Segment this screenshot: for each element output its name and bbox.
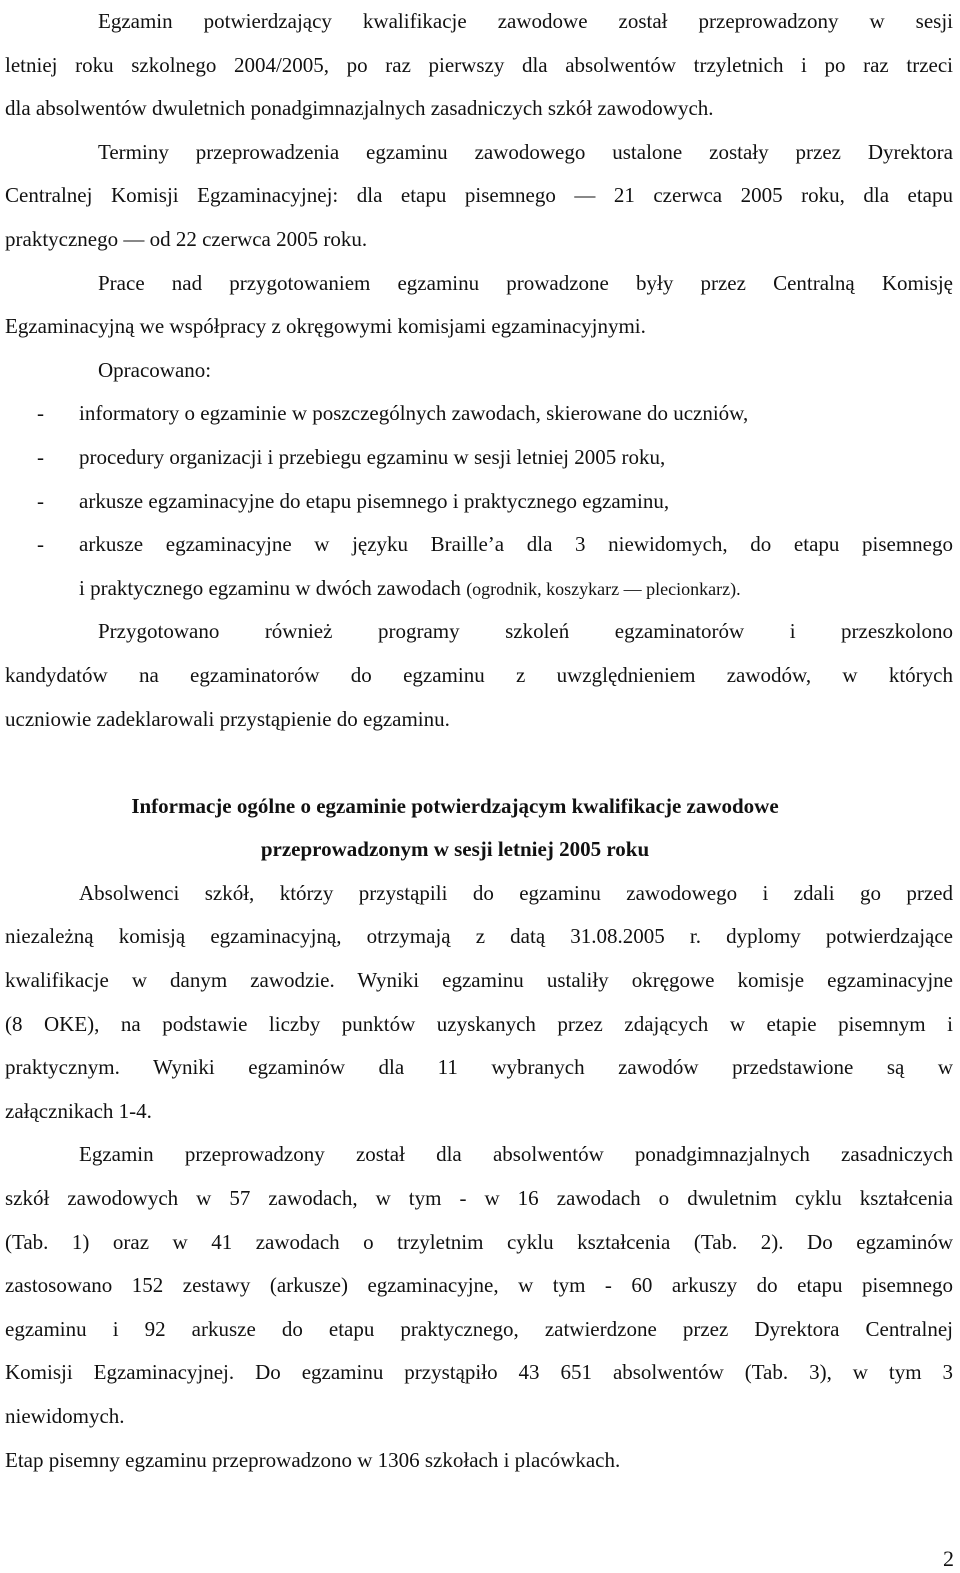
document-page bbox=[5, 0, 953, 1482]
list-item bbox=[5, 436, 953, 480]
paragraph-line: (8 OKE), na podstawie liczby punktów uzyskanych przez zdających w etapie pisemnym i bbox=[5, 1011, 953, 1036]
paragraph-line: praktycznym. Wyniki egzaminów dla 11 wybranych zawodów przedstawione są w bbox=[5, 1055, 953, 1080]
list-item-continuation bbox=[5, 567, 953, 611]
paragraph-line: Egzamin potwierdzający kwalifikacje zawodowe został przeprowadzony w sesji bbox=[98, 9, 953, 33]
paragraph-line: kandydatów na egzaminatorów do egzaminu z uwzględnieniem zawodów, w których bbox=[5, 662, 953, 687]
paragraph-line: Komisji Egzaminacyjnej. Do egzaminu przystąpiło 43 651 absolwentów (Tab. 3), w tym 3 bbox=[5, 1360, 953, 1385]
paragraph-line: Centralnej Komisji Egzaminacyjnej: dla etapu pisemnego — 21 czerwca 2005 roku, dla etapu bbox=[5, 183, 953, 208]
paragraph-line: letniej roku szkolnego 2004/2005, po raz pierwszy dla absolwentów trzyletnich i po raz trzeci bbox=[5, 52, 953, 77]
page-number: 2 bbox=[943, 1546, 954, 1571]
list-item-text: informatory o egzaminie w poszczególnych zawodach, skierowane do uczniów, bbox=[79, 401, 749, 426]
list-dash: - bbox=[37, 488, 44, 513]
paragraph-line: (Tab. 1) oraz w 41 zawodach o trzyletnim cyklu kształcenia (Tab. 2). Do egzaminów bbox=[5, 1229, 953, 1254]
paragraph-line: praktycznego — od 22 czerwca 2005 roku. bbox=[5, 226, 368, 251]
blank-line bbox=[5, 741, 953, 785]
paragraph-line: Egzamin przeprowadzony został dla absolwentów ponadgimnazjalnych zasadniczych bbox=[79, 1142, 953, 1167]
list-item bbox=[5, 480, 953, 524]
list-item bbox=[5, 523, 953, 567]
list-dash: - bbox=[37, 401, 44, 426]
paragraph-line: egzaminu i 92 arkusze do etapu praktycznego, zatwierdzone przez Dyrektora Centralnej bbox=[5, 1316, 953, 1341]
paragraph-line: dla absolwentów dwuletnich ponadgimnazjalnych zasadniczych szkół zawodowych. bbox=[5, 96, 714, 121]
paragraph-line: niezależną komisją egzaminacyjną, otrzymają z datą 31.08.2005 r. dyplomy potwierdzające bbox=[5, 924, 953, 949]
list-lead: Opracowano: bbox=[98, 357, 212, 382]
list-dash: - bbox=[37, 532, 44, 557]
list-item-text: procedury organizacji i przebiegu egzaminu w sesji letniej 2005 roku, bbox=[79, 444, 666, 469]
section-heading: Informacje ogólne o egzaminie potwierdzającym kwalifikacje zawodowe bbox=[131, 793, 779, 818]
paragraph-line: Terminy przeprowadzenia egzaminu zawodowego ustalone zostały przez Dyrektora bbox=[98, 139, 953, 164]
paragraph-line: Egzaminacyjną we współpracy z okręgowymi komisjami egzaminacyjnymi. bbox=[5, 314, 646, 339]
list-item-text: arkusze egzaminacyjne do etapu pisemnego i praktycznego egzaminu, bbox=[79, 488, 670, 513]
list-item-note: (ogrodnik, koszykarz — plecionkarz). bbox=[466, 578, 741, 599]
paragraph-line: zastosowano 152 zestawy (arkusze) egzaminacyjne, w tym - 60 arkuszy do etapu pisemnego bbox=[5, 1273, 953, 1298]
list-dash: - bbox=[37, 444, 44, 469]
list-item-text: arkusze egzaminacyjne w języku Braille’a dla 3 niewidomych, do etapu pisemnego bbox=[79, 532, 953, 557]
section-heading: przeprowadzonym w sesji letniej 2005 roku bbox=[260, 837, 650, 862]
paragraph-line: kwalifikacje w danym zawodzie. Wyniki egzaminu ustaliły okręgowe komisje egzaminacyjne bbox=[5, 968, 953, 993]
paragraph-line: załącznikach 1-4. bbox=[5, 1098, 152, 1123]
paragraph-line: Etap pisemny egzaminu przeprowadzono w 1306 szkołach i placówkach. bbox=[5, 1447, 621, 1472]
list-item-text: i praktycznego egzaminu w dwóch zawodach bbox=[79, 575, 467, 600]
paragraph-line: szkół zawodowych w 57 zawodach, w tym - w 16 zawodach o dwuletnim cyklu kształcenia bbox=[5, 1186, 953, 1211]
list-item bbox=[5, 392, 953, 436]
paragraph-line: Absolwenci szkół, którzy przystąpili do egzaminu zawodowego i zdali go przed bbox=[79, 880, 953, 905]
paragraph-line: niewidomych. bbox=[5, 1404, 125, 1428]
paragraph-line: Prace nad przygotowaniem egzaminu prowadzone były przez Centralną Komisję bbox=[98, 270, 953, 295]
paragraph-line: Przygotowano również programy szkoleń egzaminatorów i przeszkolono bbox=[98, 619, 953, 644]
paragraph-line: uczniowie zadeklarowali przystąpienie do egzaminu. bbox=[5, 706, 450, 731]
